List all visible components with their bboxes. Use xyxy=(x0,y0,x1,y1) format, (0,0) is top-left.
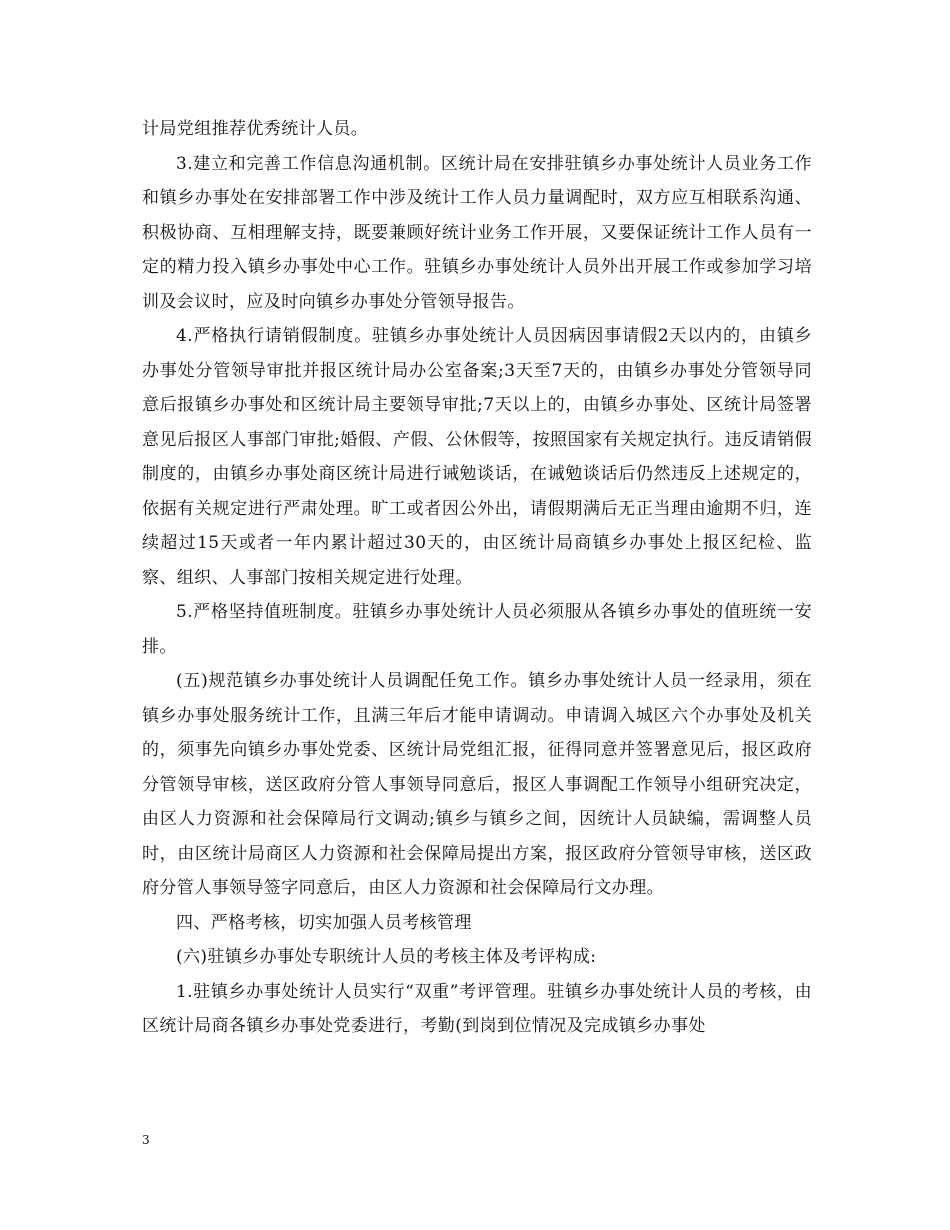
document-body xyxy=(142,112,812,1044)
section-heading-assessment: 四、严格考核，切实加强人员考核管理 xyxy=(176,912,472,933)
subsection-heading-assessment-subject: (六)驻镇乡办事处专职统计人员的考核主体及考评构成: xyxy=(176,947,597,967)
paragraph-staff-transfer: (五)规范镇乡办事处统计人员调配任免工作。镇乡办事处统计人员一经录用，须在镇乡办事处服务统计工作，且满三年后才能申请调动。申请调入城区六个办事处及机关的，须事先向镇乡办事处党委、区统计局党组汇报，征得同意并签署意见后，报区政府分管领导审核，送区政府分管人事领导同意后，报区人事调配工作领导小组研究决定，由区人力资源和社会保障局行文调动;镇乡与镇乡之间，因统计人员缺编，需调整人员时，由区统计局商区人力资源和社会保障局提出方案，报区政府分管领导审核，送区政府分管人事领导签字同意后，由区人力资源和社会保障局行文办理。 xyxy=(142,671,812,898)
paragraph-duty-system: 5.严格坚持值班制度。驻镇乡办事处统计人员必须服从各镇乡办事处的值班统一安排。 xyxy=(142,602,812,657)
paragraph-continuation: 计局党组推荐优秀统计人员。 xyxy=(142,119,369,139)
paragraph-leave-system: 4.严格执行请销假制度。驻镇乡办事处统计人员因病因事请假2天以内的，由镇乡办事处分管领导审批并报区统计局办公室备案;3天至7天的，由镇乡办事处分管领导同意后报镇乡办事处和区统计局主要领导审批;7天以上的，由镇乡办事处、区统计局签署意见后报区人事部门审批;婚假、产假、公休假等，按照国家有关规定执行。违反请销假制度的，由镇乡办事处商区统计局进行诫勉谈话，在诫勉谈话后仍然违反上述规定的，依据有关规定进行严肃处理。旷工或者因公外出，请假期满后无正当理由逾期不归，连续超过15天或者一年内累计超过30天的，由区统计局商镇乡办事处上报区纪检、监察、组织、人事部门按相关规定进行处理。 xyxy=(142,326,812,588)
paragraph-info-communication: 3.建立和完善工作信息沟通机制。区统计局在安排驻镇乡办事处统计人员业务工作和镇乡办事处在安排部署工作中涉及统计工作人员力量调配时，双方应互相联系沟通、积极协商、互相理解支持，既要兼顾好统计业务工作开展，又要保证统计工作人员有一定的精力投入镇乡办事处中心工作。驻镇乡办事处统计人员外出开展工作或参加学习培训及会议时，应及时向镇乡办事处分管领导报告。 xyxy=(142,153,812,312)
page-number: 3 xyxy=(142,1133,150,1147)
paragraph-dual-assessment: 1.驻镇乡办事处统计人员实行“双重”考评管理。驻镇乡办事处统计人员的考核，由区统计局商各镇乡办事处党委进行，考勤(到岗到位情况及完成镇乡办事处 xyxy=(142,981,812,1036)
